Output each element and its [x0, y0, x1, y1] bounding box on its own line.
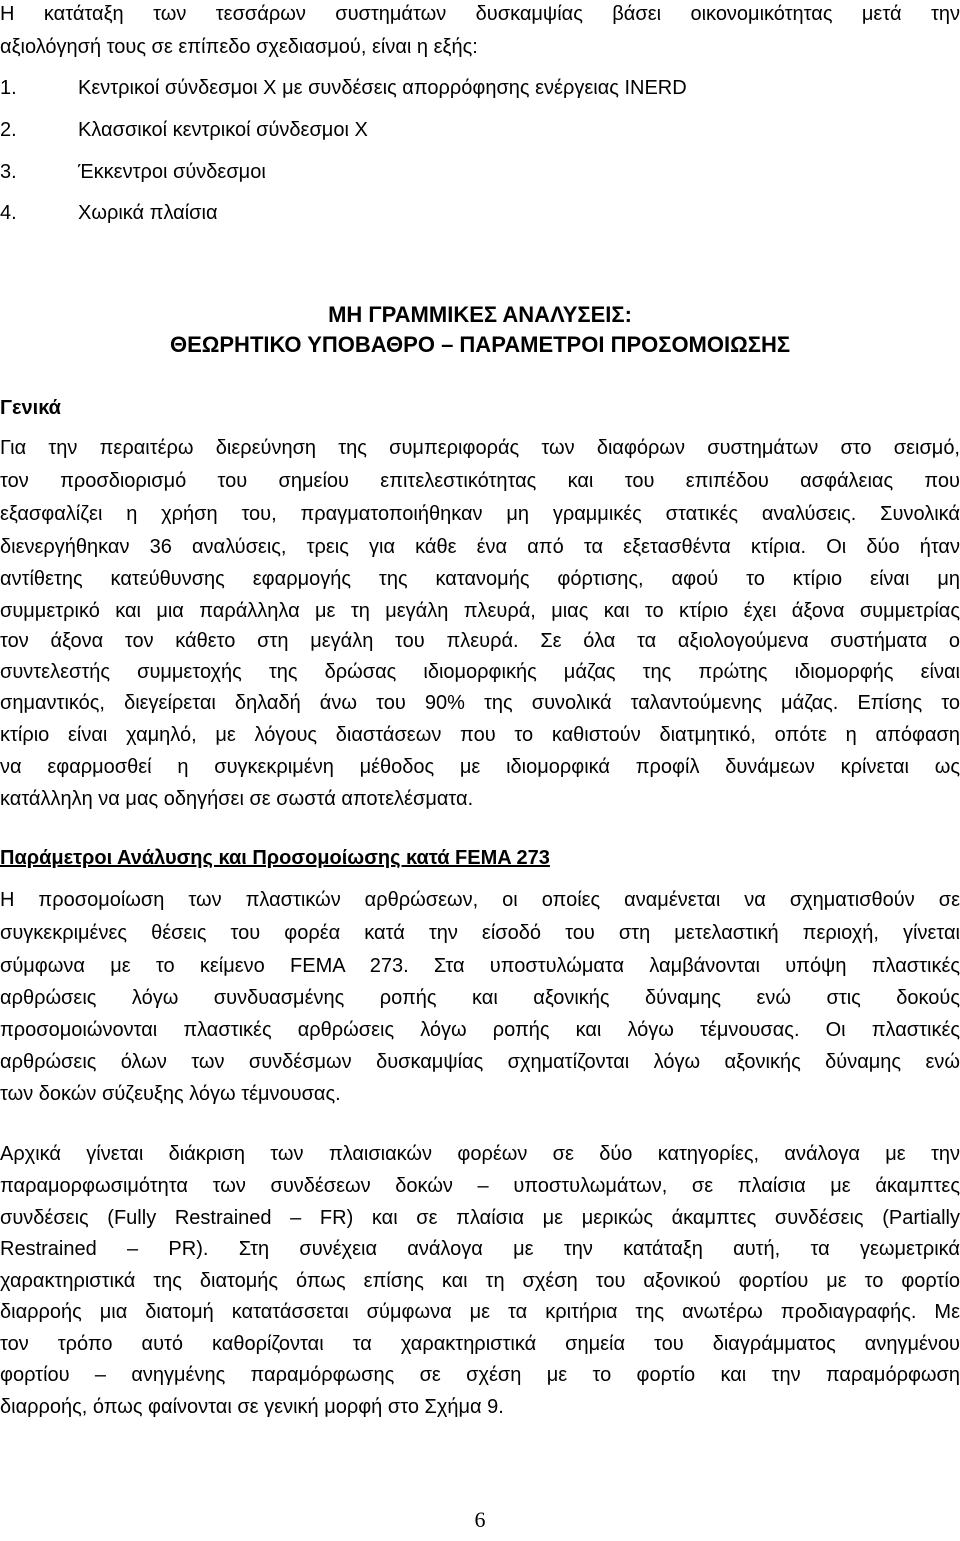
paragraph-line: Αρχικά γίνεται διάκριση των πλαισιακών φορέων σε δύο κατηγορίες, ανάλογα με την — [0, 1143, 960, 1165]
intro-line-1: Η κατάταξη των τεσσάρων συστημάτων δυσκαμψίας βάσει οικονομικότητας μετά την — [0, 3, 960, 25]
paragraph-line: παραμορφωσιμότητα των συνδέσεων δοκών – υποστυλωμάτων, σε πλαίσια με άκαμπτες — [0, 1175, 960, 1197]
paragraph-line: χαρακτηριστικά της διατομής όπως επίσης και τη σχέση του αξονικού φορτίου με το φορτίο — [0, 1270, 960, 1292]
paragraph-line: συντελεστής συμμετοχής της δρώσας ιδιομορφικής μάζας της πρώτης ιδιομορφής είναι — [0, 661, 960, 683]
list-text: Κλασσικοί κεντρικοί σύνδεσμοι Χ — [78, 119, 368, 141]
paragraph-line: συνδέσεις (Fully Restrained – FR) και σε πλαίσια με μερικώς άκαμπτες συνδέσεις (Partially — [0, 1207, 960, 1229]
paragraph-line: κτίριο είναι χαμηλό, με λόγους διαστάσεων που το καθιστούν διατμητικό, οπότε η απόφαση — [0, 724, 960, 746]
paragraph-line: Για την περαιτέρω διερεύνηση της συμπεριφοράς των διαφόρων συστημάτων στο σεισμό, — [0, 437, 960, 459]
paragraph-line: των δοκών σύζευξης λόγω τέμνουσας. — [0, 1083, 341, 1105]
paragraph-line: φορτίου – ανηγμένης παραμόρφωσης σε σχέση με το φορτίο και την παραμόρφωση — [0, 1364, 960, 1386]
paragraph-line: τον προσδιορισμό του σημείου επιτελεστικότητας και του επιπέδου ασφάλειας που — [0, 470, 960, 492]
paragraph-line: προσομοιώνονται πλαστικές αρθρώσεις λόγω ροπής και λόγω τέμνουσας. Οι πλαστικές — [0, 1019, 960, 1041]
page-number: 6 — [474, 1507, 486, 1532]
paragraph-line: αντίθετης κατεύθυνσης εφαρμογής της κατανομής φόρτισης, αφού το κτίριο είναι μη — [0, 568, 960, 590]
paragraph-line: αρθρώσεις λόγω συνδυασμένης ροπής και αξονικής δύναμης ενώ στις δοκούς — [0, 987, 960, 1009]
list-text: Έκκεντροι σύνδεσμοι — [78, 161, 266, 183]
list-text: Κεντρικοί σύνδεσμοι Χ με συνδέσεις απορρόφησης ενέργειας INERD — [78, 77, 687, 99]
paragraph-line: διενεργήθηκαν 36 αναλύσεις, τρεις για κάθε ένα από τα εξετασθέντα κτίρια. Οι δύο ήταν — [0, 536, 960, 558]
section-heading-general: Γενικά — [0, 397, 61, 419]
paragraph-line: να εφαρμοσθεί η συγκεκριμένη μέθοδος με ιδιομορφικά προφίλ δυνάμεων κρίνεται ως — [0, 756, 960, 778]
section-heading-fema: Παράμετροι Ανάλυσης και Προσομοίωσης κατά FEMA 273 — [0, 847, 550, 869]
paragraph-line: αρθρώσεις όλων των συνδέσμων δυσκαμψίας σχηματίζονται λόγω αξονικής δύναμης ενώ — [0, 1051, 960, 1073]
list-number: 4. — [0, 202, 17, 224]
list-number: 1. — [0, 77, 17, 99]
paragraph-line: Restrained – PR). Στη συνέχεια ανάλογα με την κατάταξη αυτή, τα γεωμετρικά — [0, 1238, 960, 1260]
paragraph-line: διαρροής, όπως φαίνονται σε γενική μορφή στο Σχήμα 9. — [0, 1396, 504, 1418]
paragraph-line: διαρροής μια διατομή κατατάσσεται σύμφωνα με τα κριτήρια της ανωτέρω προδιαγραφής. Με — [0, 1301, 960, 1323]
page-title-line-1: ΜΗ ΓΡΑΜΜΙΚΕΣ ΑΝΑΛΥΣΕΙΣ: — [328, 302, 632, 327]
paragraph-line: τον τρόπο αυτό καθορίζονται τα χαρακτηριστικά σημεία του διαγράμματος ανηγμένου — [0, 1333, 960, 1355]
paragraph-line: κατάλληλη να μας οδηγήσει σε σωστά αποτελέσματα. — [0, 788, 474, 810]
paragraph-line: συμμετρικό και μια παράλληλα με τη μεγάλη πλευρά, μιας και το κτίριο έχει άξονα συμμετρίας — [0, 600, 960, 622]
page-title-line-2: ΘΕΩΡΗΤΙΚΟ ΥΠΟΒΑΘΡΟ – ΠΑΡΑΜΕΤΡΟΙ ΠΡΟΣΟΜΟΙΩΣΗΣ — [169, 332, 791, 357]
paragraph-line: σημαντικός, διεγείρεται δηλαδή άνω του 90% της συνολικά ταλαντούμενης μάζας. Επίσης το — [0, 692, 960, 714]
paragraph-line: Η προσομοίωση των πλαστικών αρθρώσεων, οι οποίες αναμένεται να σχηματισθούν σε — [0, 889, 960, 911]
intro-line-2: αξιολόγησή τους σε επίπεδο σχεδιασμού, είναι η εξής: — [0, 36, 478, 58]
paragraph-line: τον άξονα τον κάθετο στη μεγάλη του πλευρά. Σε όλα τα αξιολογούμενα συστήματα ο — [0, 630, 960, 652]
list-text: Χωρικά πλαίσια — [78, 202, 218, 224]
paragraph-line: εξασφαλίζει η χρήση του, πραγματοποιήθηκαν μη γραμμικές στατικές αναλύσεις. Συνολικά — [0, 503, 960, 525]
list-number: 2. — [0, 119, 17, 141]
paragraph-line: συγκεκριμένες θέσεις του φορέα κατά την είσοδό του στη μετελαστική περιοχή, γίνεται — [0, 922, 960, 944]
paragraph-line: σύμφωνα με το κείμενο FEMA 273. Στα υποστυλώματα λαμβάνονται υπόψη πλαστικές — [0, 955, 960, 977]
list-number: 3. — [0, 161, 17, 183]
